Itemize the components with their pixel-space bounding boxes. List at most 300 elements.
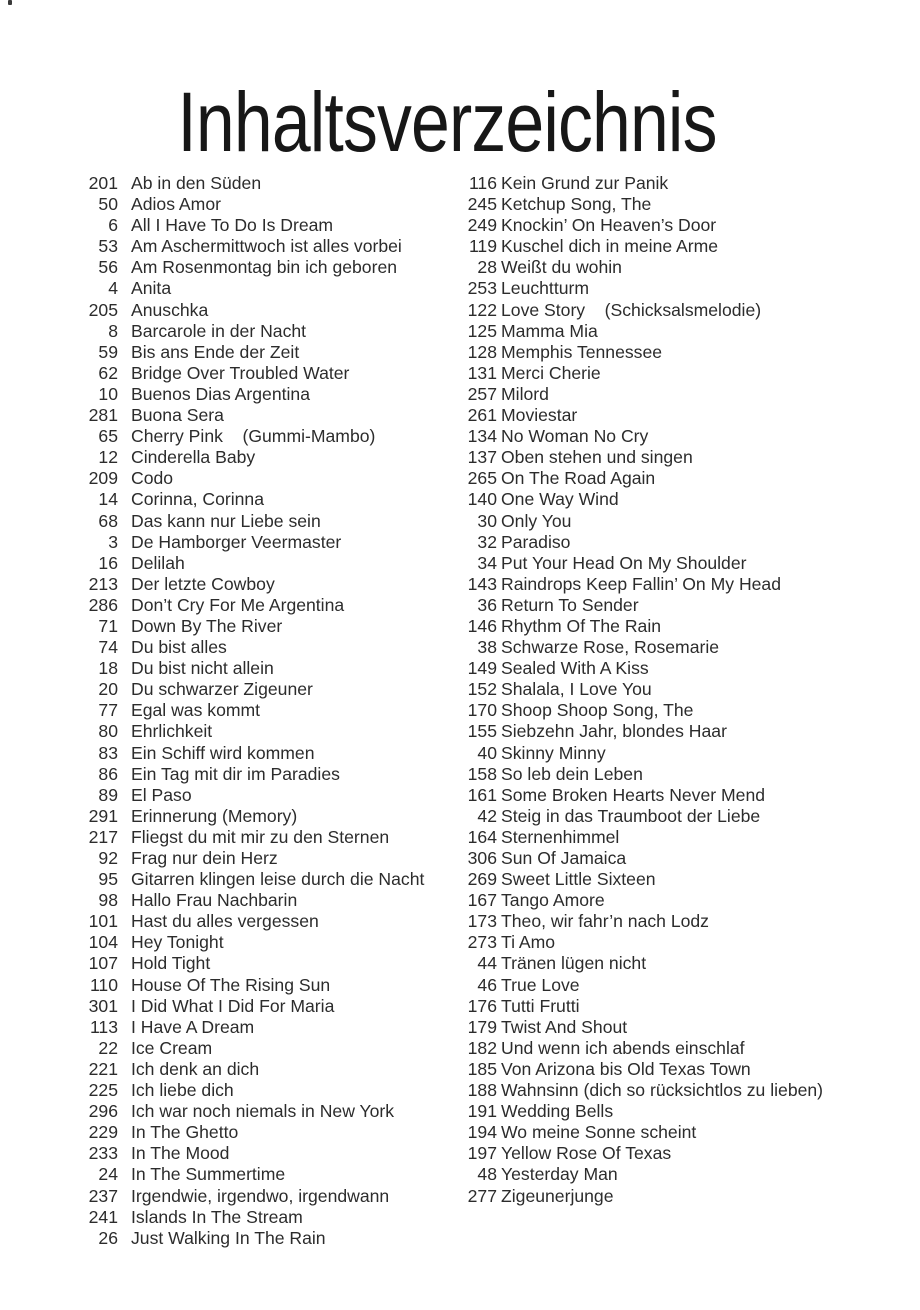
toc-entry xyxy=(78,384,424,405)
page-number: 277 xyxy=(467,1185,497,1206)
song-title: Wedding Bells xyxy=(501,1101,614,1122)
page-number: 18 xyxy=(98,658,118,679)
toc-entry xyxy=(78,1080,424,1101)
song-title: Theo, wir fahr’n nach Lodz xyxy=(501,911,709,932)
page-number: 80 xyxy=(98,721,118,742)
page-number: 44 xyxy=(477,953,497,974)
song-title: Mamma Mia xyxy=(501,320,598,341)
toc-entry xyxy=(78,1207,424,1228)
toc-entry xyxy=(78,405,424,426)
toc-entry xyxy=(78,1101,424,1122)
song-title: Barcarole in der Nacht xyxy=(131,320,307,341)
toc-entry xyxy=(457,743,823,764)
song-title: Tutti Frutti xyxy=(501,995,580,1016)
toc-entry xyxy=(78,173,424,194)
page-number: 137 xyxy=(467,447,497,468)
toc-entry xyxy=(78,1017,424,1038)
page-number: 50 xyxy=(98,194,118,215)
toc-entry xyxy=(78,932,424,953)
page-number: 191 xyxy=(467,1101,497,1122)
song-title: Buona Sera xyxy=(131,405,224,426)
song-title: Ein Schiff wird kommen xyxy=(131,742,315,763)
song-title: Only You xyxy=(501,510,572,531)
toc-entry xyxy=(78,363,424,384)
page-number: 110 xyxy=(89,974,118,995)
page-number: 221 xyxy=(88,1058,118,1079)
toc-column-right xyxy=(457,173,823,1207)
page-number: 158 xyxy=(467,763,497,784)
toc-entry xyxy=(78,679,424,700)
page-number: 179 xyxy=(467,1016,497,1037)
song-title: On The Road Again xyxy=(501,468,656,489)
toc-entry xyxy=(457,848,823,869)
toc-entry xyxy=(457,911,823,932)
song-title: True Love xyxy=(501,974,580,995)
toc-entry xyxy=(457,574,823,595)
song-title: Ketchup Song, The xyxy=(501,194,652,215)
page-number: 20 xyxy=(98,679,118,700)
page-number: 107 xyxy=(88,953,118,974)
page-number: 6 xyxy=(108,215,118,236)
song-title: Don’t Cry For Me Argentina xyxy=(131,594,345,615)
page-number: 116 xyxy=(468,173,497,193)
page-number: 146 xyxy=(467,615,497,636)
toc-entry xyxy=(457,405,823,426)
song-title: Sun Of Jamaica xyxy=(501,848,627,868)
song-title: Erinnerung (Memory) xyxy=(131,805,298,826)
song-title: Leuchtturm xyxy=(501,278,590,299)
page-number: 104 xyxy=(88,932,118,953)
page-number: 213 xyxy=(88,573,118,594)
page-number: 152 xyxy=(467,679,497,700)
song-title: Memphis Tennessee xyxy=(501,341,663,362)
song-title: House Of The Rising Sun xyxy=(131,974,331,995)
page-number: 155 xyxy=(467,721,497,742)
toc-entry xyxy=(78,996,424,1017)
page-number: 170 xyxy=(467,700,497,721)
page-number: 40 xyxy=(477,742,497,763)
song-title: Skinny Minny xyxy=(501,742,606,763)
toc-entry xyxy=(457,173,823,194)
song-title: Wo meine Sonne scheint xyxy=(501,1122,697,1143)
page-number: 233 xyxy=(88,1143,118,1164)
page-number: 46 xyxy=(477,974,497,995)
song-title: Oben stehen und singen xyxy=(501,447,693,468)
song-title: Sealed With A Kiss xyxy=(501,658,649,679)
toc-entry xyxy=(457,236,823,257)
song-title: Du schwarzer Zigeuner xyxy=(131,679,313,700)
toc-entry xyxy=(457,300,823,321)
toc-entry xyxy=(78,975,424,996)
song-title: Sternenhimmel xyxy=(501,826,620,847)
page-number: 253 xyxy=(467,278,497,299)
page-number: 140 xyxy=(467,489,497,510)
toc-entry xyxy=(457,532,823,553)
toc-entry xyxy=(457,1038,823,1059)
page-number: 205 xyxy=(88,299,118,320)
song-title: Du bist alles xyxy=(131,637,227,658)
song-title: Corinna, Corinna xyxy=(131,489,265,510)
song-title: Codo xyxy=(131,468,174,489)
page-number: 86 xyxy=(98,763,118,784)
toc-entry xyxy=(457,426,823,447)
page-number: 68 xyxy=(98,510,118,531)
song-title: Merci Cherie xyxy=(501,362,601,383)
toc-entry xyxy=(457,658,823,679)
song-title: Wahnsinn (dich so rücksichtlos zu lieben) xyxy=(501,1080,824,1101)
song-title: Tango Amore xyxy=(501,890,605,911)
toc-entry xyxy=(457,637,823,658)
song-title: Ich war noch niemals in New York xyxy=(131,1101,395,1122)
toc-entry xyxy=(78,257,424,278)
toc-entry xyxy=(457,595,823,616)
page-number: 101 xyxy=(88,911,118,932)
page-number: 92 xyxy=(98,848,118,868)
toc-column-left xyxy=(78,173,424,1249)
page-number: 83 xyxy=(98,742,118,763)
song-title: Steig in das Traumboot der Liebe xyxy=(501,805,761,826)
toc-entry xyxy=(78,574,424,595)
page-number: 48 xyxy=(477,1164,497,1185)
song-title: Ich liebe dich xyxy=(131,1080,234,1101)
page-number: 30 xyxy=(477,510,497,531)
page-number: 182 xyxy=(467,1037,497,1058)
page-number: 38 xyxy=(477,637,497,658)
page-number: 28 xyxy=(477,257,497,278)
song-title: Delilah xyxy=(131,552,185,573)
song-title: Gitarren klingen leise durch die Nacht xyxy=(131,869,425,890)
song-title: Love Story (Schicksalsmelodie) xyxy=(501,299,762,320)
song-title: Von Arizona bis Old Texas Town xyxy=(501,1058,751,1079)
song-title: Anita xyxy=(131,278,172,299)
page-number: 185 xyxy=(467,1058,497,1079)
page-number: 291 xyxy=(88,805,118,826)
toc-entry xyxy=(457,721,823,742)
page-number: 176 xyxy=(467,995,497,1016)
page-number: 167 xyxy=(467,890,497,911)
toc-entry xyxy=(78,278,424,299)
toc-entry xyxy=(457,975,823,996)
song-title: Paradiso xyxy=(501,531,571,552)
song-title: Tränen lügen nicht xyxy=(501,953,647,974)
song-title: Bis ans Ende der Zeit xyxy=(131,341,300,362)
toc-entry xyxy=(78,848,424,869)
toc-entry xyxy=(457,996,823,1017)
toc-entry xyxy=(78,1059,424,1080)
page-number: 128 xyxy=(467,341,497,362)
toc-entry xyxy=(457,953,823,974)
toc-entry xyxy=(78,511,424,532)
song-title: In The Summertime xyxy=(131,1164,286,1185)
page-number: 62 xyxy=(98,362,118,383)
song-title: I Did What I Did For Maria xyxy=(131,995,335,1016)
page-number: 286 xyxy=(88,594,118,615)
toc-entry xyxy=(78,637,424,658)
toc-entry xyxy=(457,700,823,721)
song-title: Egal was kommt xyxy=(131,700,261,721)
song-title: Irgendwie, irgendwo, irgendwann xyxy=(131,1185,390,1206)
page-number: 134 xyxy=(467,426,497,447)
toc-entry xyxy=(457,384,823,405)
toc-entry xyxy=(457,342,823,363)
toc-entry xyxy=(457,1017,823,1038)
song-title: Am Aschermittwoch ist alles vorbei xyxy=(131,236,402,257)
toc-entry xyxy=(78,468,424,489)
toc-entry xyxy=(78,953,424,974)
toc-entry xyxy=(457,1186,823,1207)
page-number: 125 xyxy=(467,320,497,341)
song-title: Der letzte Cowboy xyxy=(131,573,275,594)
song-title: Ich denk an dich xyxy=(131,1058,260,1079)
song-title: Adios Amor xyxy=(131,194,221,215)
page-number: 22 xyxy=(98,1037,118,1058)
toc-entry xyxy=(457,1101,823,1122)
page-number: 119 xyxy=(468,236,497,257)
toc-entry xyxy=(457,1080,823,1101)
page-number: 71 xyxy=(98,615,118,636)
page-number: 3 xyxy=(108,531,118,552)
song-title: Cherry Pink (Gummi-Mambo) xyxy=(131,426,376,447)
toc-entry xyxy=(457,194,823,215)
toc-entry xyxy=(457,764,823,785)
song-title: Yellow Rose Of Texas xyxy=(501,1143,672,1164)
song-title: In The Mood xyxy=(131,1143,230,1164)
toc-entry xyxy=(78,743,424,764)
page-number: 265 xyxy=(467,468,497,489)
song-title: Raindrops Keep Fallin’ On My Head xyxy=(501,573,782,594)
page-number: 89 xyxy=(98,784,118,805)
toc-entry xyxy=(78,342,424,363)
toc-entry xyxy=(457,932,823,953)
page-number: 301 xyxy=(88,995,118,1016)
page-number: 74 xyxy=(98,637,118,658)
page-number: 197 xyxy=(467,1143,497,1164)
page-number: 113 xyxy=(89,1016,118,1037)
toc-entry xyxy=(78,532,424,553)
toc-entry xyxy=(457,363,823,384)
song-title: No Woman No Cry xyxy=(501,426,649,447)
song-title: Moviestar xyxy=(501,405,578,426)
song-title: Rhythm Of The Rain xyxy=(501,615,662,636)
toc-entry xyxy=(457,785,823,806)
toc-entry xyxy=(457,616,823,637)
page-number: 131 xyxy=(467,362,497,383)
toc-entry xyxy=(78,1143,424,1164)
song-title: Kuschel dich in meine Arme xyxy=(501,236,719,257)
toc-entry xyxy=(457,257,823,278)
page-number: 241 xyxy=(88,1206,118,1227)
toc-entry xyxy=(78,785,424,806)
song-title: Zigeunerjunge xyxy=(501,1185,614,1206)
song-title: Sweet Little Sixteen xyxy=(501,869,656,890)
song-title: Ti Amo xyxy=(501,932,556,953)
toc-entry xyxy=(78,321,424,342)
toc-entry xyxy=(78,890,424,911)
song-title: Islands In The Stream xyxy=(131,1206,303,1227)
song-title: Buenos Dias Argentina xyxy=(131,383,310,404)
song-title: Ehrlichkeit xyxy=(131,721,213,742)
song-title: Hold Tight xyxy=(131,953,211,974)
page-number: 65 xyxy=(98,426,118,447)
page-title: Inhaltsverzeichnis xyxy=(177,75,717,169)
toc-entry xyxy=(78,447,424,468)
page-number: 77 xyxy=(98,700,118,721)
song-title: All I Have To Do Is Dream xyxy=(131,215,334,236)
toc-entry xyxy=(78,827,424,848)
page-number: 95 xyxy=(98,869,118,890)
song-title: Some Broken Hearts Never Mend xyxy=(501,784,766,805)
song-title: El Paso xyxy=(131,784,192,805)
page-number: 201 xyxy=(88,173,118,193)
page-number: 229 xyxy=(88,1122,118,1143)
toc-entry xyxy=(457,489,823,510)
song-title: Du bist nicht allein xyxy=(131,658,274,679)
toc-entry xyxy=(78,911,424,932)
toc-entry xyxy=(78,1122,424,1143)
song-title: Schwarze Rose, Rosemarie xyxy=(501,637,720,658)
song-title: I Have A Dream xyxy=(131,1016,255,1037)
song-title: Fliegst du mit mir zu den Sternen xyxy=(131,826,390,847)
song-title: Frag nur dein Herz xyxy=(131,848,278,868)
page-number: 42 xyxy=(477,805,497,826)
page-number: 32 xyxy=(477,531,497,552)
page-number: 261 xyxy=(467,405,497,426)
page-number: 149 xyxy=(467,658,497,679)
song-title: Twist And Shout xyxy=(501,1016,628,1037)
page-number: 98 xyxy=(98,890,118,911)
toc-entry xyxy=(457,827,823,848)
page-number: 273 xyxy=(467,932,497,953)
song-title: Hey Tonight xyxy=(131,932,224,953)
toc-entry xyxy=(78,595,424,616)
toc-entry xyxy=(457,1143,823,1164)
song-title: Return To Sender xyxy=(501,594,639,615)
toc-entry xyxy=(457,1122,823,1143)
toc-entry xyxy=(78,721,424,742)
toc-entry xyxy=(78,215,424,236)
song-title: Down By The River xyxy=(131,615,283,636)
page-number: 194 xyxy=(467,1122,497,1143)
toc-entry xyxy=(78,1164,424,1185)
song-title: Hallo Frau Nachbarin xyxy=(131,890,298,911)
song-title: Milord xyxy=(501,383,549,404)
page-number: 161 xyxy=(467,784,497,805)
page-number: 306 xyxy=(467,848,497,868)
toc-entry xyxy=(78,1228,424,1249)
page-number: 16 xyxy=(98,552,118,573)
toc-entry xyxy=(78,658,424,679)
song-title: Shoop Shoop Song, The xyxy=(501,700,694,721)
song-title: So leb dein Leben xyxy=(501,763,643,784)
page-number: 10 xyxy=(98,383,118,404)
song-title: Ein Tag mit dir im Paradies xyxy=(131,763,340,784)
page-number: 59 xyxy=(98,341,118,362)
page-number: 257 xyxy=(467,383,497,404)
toc-entry xyxy=(457,890,823,911)
toc-entry xyxy=(78,236,424,257)
page-number: 8 xyxy=(108,320,118,341)
page-number: 4 xyxy=(108,278,118,299)
song-title: Kein Grund zur Panik xyxy=(501,173,669,193)
toc-entry xyxy=(78,1186,424,1207)
page-number: 12 xyxy=(98,447,118,468)
page-number: 14 xyxy=(98,489,118,510)
page-number: 26 xyxy=(98,1227,118,1248)
toc-entry xyxy=(78,553,424,574)
toc-entry xyxy=(78,616,424,637)
page-number: 296 xyxy=(88,1101,118,1122)
toc-entry xyxy=(457,1164,823,1185)
song-title: De Hamborger Veermaster xyxy=(131,531,342,552)
toc-entry xyxy=(457,806,823,827)
page-number: 249 xyxy=(467,215,497,236)
song-title: One Way Wind xyxy=(501,489,619,510)
toc-entry xyxy=(457,321,823,342)
song-title: Just Walking In The Rain xyxy=(131,1227,326,1248)
page-number: 122 xyxy=(467,299,497,320)
song-title: Das kann nur Liebe sein xyxy=(131,510,321,531)
page-number: 188 xyxy=(467,1080,497,1101)
toc-entry xyxy=(78,1038,424,1059)
page-number: 173 xyxy=(467,911,497,932)
toc-entry xyxy=(78,700,424,721)
song-title: Knockin’ On Heaven’s Door xyxy=(501,215,717,236)
toc-entry xyxy=(78,300,424,321)
page-number: 164 xyxy=(467,826,497,847)
page-number: 245 xyxy=(467,194,497,215)
song-title: Anuschka xyxy=(131,299,209,320)
toc-entry xyxy=(457,869,823,890)
toc-entry xyxy=(457,447,823,468)
song-title: Yesterday Man xyxy=(501,1164,618,1185)
page-number: 24 xyxy=(98,1164,118,1185)
toc-entry xyxy=(78,194,424,215)
page-number: 269 xyxy=(467,869,497,890)
page-number: 56 xyxy=(98,257,118,278)
page-number: 36 xyxy=(477,594,497,615)
toc-entry xyxy=(457,278,823,299)
song-title: Cinderella Baby xyxy=(131,447,256,468)
toc-entry xyxy=(78,489,424,510)
song-title: Ice Cream xyxy=(131,1037,213,1058)
page-number: 143 xyxy=(467,573,497,594)
toc-entry xyxy=(78,869,424,890)
toc-entry xyxy=(457,468,823,489)
toc-entry xyxy=(457,1059,823,1080)
page-number: 34 xyxy=(477,552,497,573)
song-title: Und wenn ich abends einschlaf xyxy=(501,1037,745,1058)
toc-entry xyxy=(457,679,823,700)
song-title: Ab in den Süden xyxy=(131,173,262,193)
toc-entry xyxy=(78,806,424,827)
song-title: In The Ghetto xyxy=(131,1122,239,1143)
scan-artifact-dot xyxy=(8,0,12,5)
page-number: 209 xyxy=(88,468,118,489)
toc-entry xyxy=(457,511,823,532)
toc-entry xyxy=(457,553,823,574)
song-title: Hast du alles vergessen xyxy=(131,911,319,932)
song-title: Siebzehn Jahr, blondes Haar xyxy=(501,721,727,742)
page-number: 225 xyxy=(88,1080,118,1101)
page-number: 217 xyxy=(88,826,118,847)
page-number: 237 xyxy=(88,1185,118,1206)
song-title: Weißt du wohin xyxy=(501,257,622,278)
toc-entry xyxy=(457,215,823,236)
page-number: 281 xyxy=(88,405,118,426)
song-title: Bridge Over Troubled Water xyxy=(131,362,350,383)
toc-entry xyxy=(78,426,424,447)
song-title: Am Rosenmontag bin ich geboren xyxy=(131,257,398,278)
